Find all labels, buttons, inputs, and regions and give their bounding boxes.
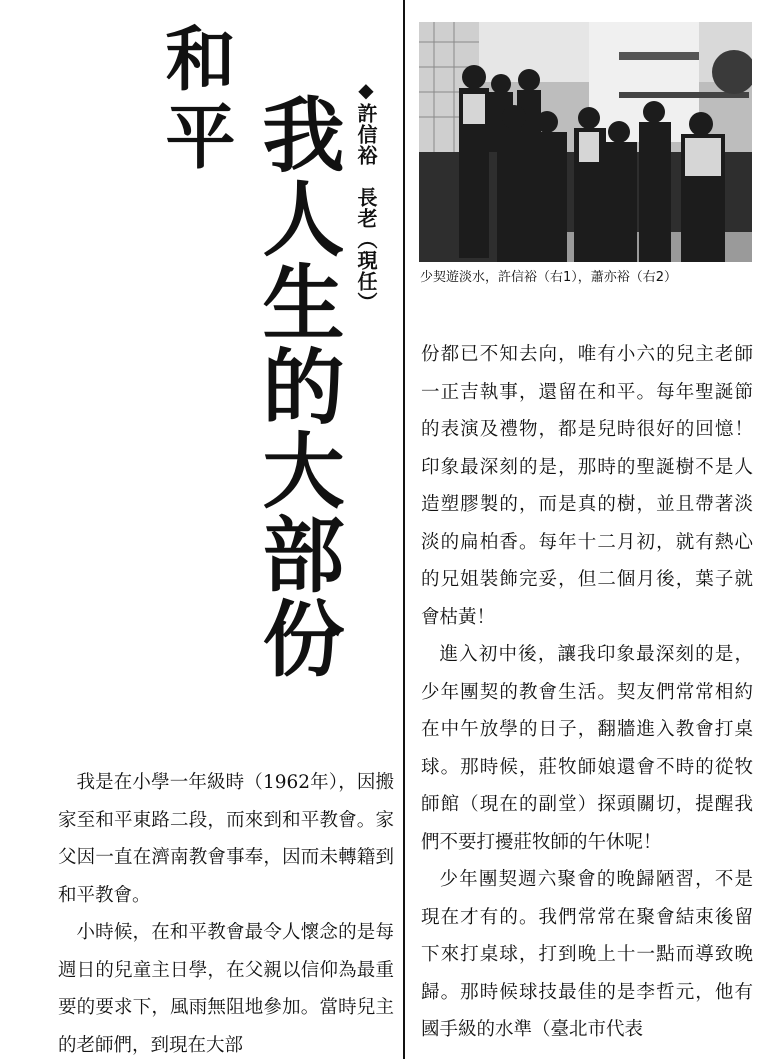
group-photo-image <box>419 22 752 262</box>
body-paragraph: 我是在小學一年級時（1962年），因搬家至和平東路二段，而來到和平教會。家父因一直在濟南教會事奉，因而未轉籍到和平教會。 <box>58 772 394 906</box>
body-paragraph: 少年團契週六聚會的晚歸陋習，不是現在才有的。我們常常在聚會結束後留下來打桌球，打到晚上十一點而導致晚歸。那時候球技最佳的是李哲元，他有國手級的水準（臺北市代表 <box>421 869 753 1040</box>
body-paragraph: 進入初中後，讓我印象最深刻的是，少年團契的教會生活。契友們常常相約在中午放學的日子，翻牆進入教會打桌球。那時候，莊牧師娘還會不時的從牧師館（現在的副堂）探頭關切，提醒我們不要打擾莊牧師的午休呢！ <box>421 644 753 853</box>
body-paragraph: 小時候，在和平教會最令人懷念的是每週日的兒童主日學，在父親以信仰為最重要的要求下，風雨無阻地參加。當時兒主的老師們，到現在大部 <box>58 922 394 1056</box>
body-column-left <box>58 764 394 1064</box>
column-divider <box>403 0 405 1059</box>
photo-caption: 少契遊淡水，許信裕（右1），蕭亦裕（右2） <box>420 270 678 285</box>
body-column-right <box>421 336 753 1049</box>
author-byline: ◆許信裕 長老（現任） <box>354 78 378 313</box>
group-photo <box>419 22 752 262</box>
body-paragraph: 份都已不知去向，唯有小六的兒主老師一正吉執事，還留在和平。每年聖誕節的表演及禮物，都是兒時很好的回憶！印象最深刻的是，那時的聖誕樹不是人造塑膠製的，而是真的樹，並且帶著淡淡的扁柏香。每年十二月初，就有熱心的兄姐裝飾完妥，但二個月後，葉子就會枯黃！ <box>421 344 753 628</box>
article-title: 我人生的大部份 <box>249 92 345 680</box>
article-subtitle: 和平 <box>154 22 237 178</box>
